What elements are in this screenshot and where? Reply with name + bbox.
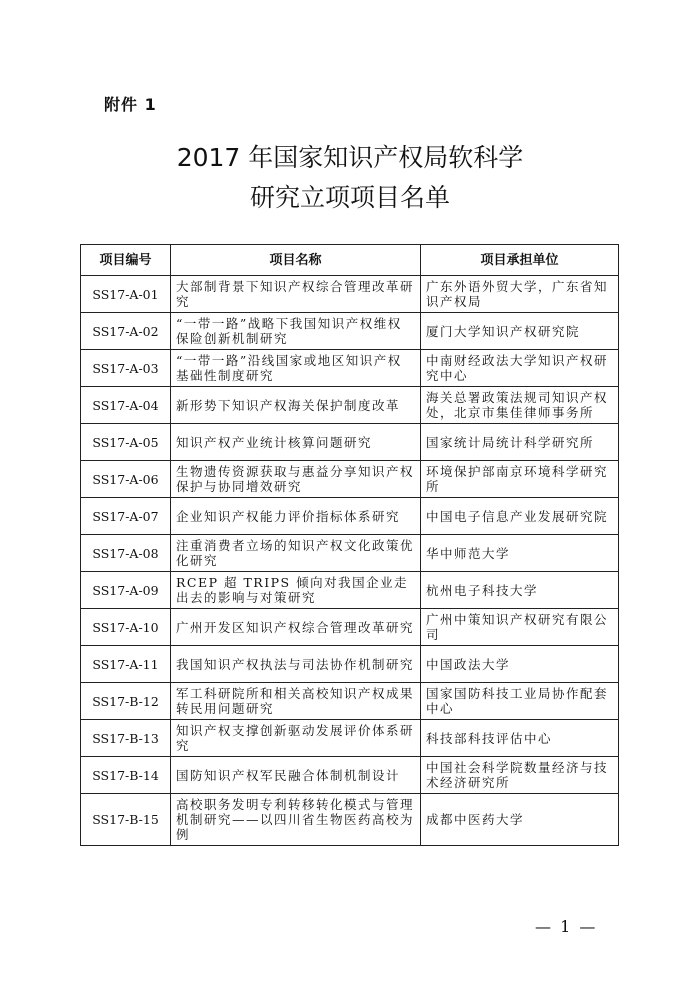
table-row (81, 646, 619, 683)
project-unit: 厦门大学知识产权研究院 (421, 313, 619, 350)
project-name: 生物遗传资源获取与惠益分享知识产权保护与协同增效研究 (171, 461, 421, 498)
project-code: SS17-B-14 (81, 757, 171, 794)
project-unit: 杭州电子科技大学 (421, 572, 619, 609)
header-project-code: 项目编号 (81, 245, 171, 276)
table-row (81, 461, 619, 498)
project-code: SS17-A-03 (81, 350, 171, 387)
project-unit: 中南财经政法大学知识产权研究中心 (421, 350, 619, 387)
project-name: 军工科研院所和相关高校知识产权成果转民用问题研究 (171, 683, 421, 720)
table-row (81, 757, 619, 794)
header-project-name: 项目名称 (171, 245, 421, 276)
table-row (81, 720, 619, 757)
header-row (81, 245, 619, 276)
table-row (81, 276, 619, 313)
project-code: SS17-B-13 (81, 720, 171, 757)
project-unit: 成都中医药大学 (421, 794, 619, 846)
attachment-label: 附件 1 (104, 95, 157, 114)
project-name: 注重消费者立场的知识产权文化政策优化研究 (171, 535, 421, 572)
project-unit: 科技部科技评估中心 (421, 720, 619, 757)
project-code: SS17-A-04 (81, 387, 171, 424)
table-header (81, 245, 619, 276)
project-code: SS17-A-01 (81, 276, 171, 313)
project-code: SS17-A-07 (81, 498, 171, 535)
project-code: SS17-A-11 (81, 646, 171, 683)
project-unit: 中国社会科学院数量经济与技术经济研究所 (421, 757, 619, 794)
project-name: 国防知识产权军民融合体制机制设计 (171, 757, 421, 794)
project-code: SS17-B-12 (81, 683, 171, 720)
table-row (81, 572, 619, 609)
project-code: SS17-A-05 (81, 424, 171, 461)
project-code: SS17-A-08 (81, 535, 171, 572)
table-row (81, 683, 619, 720)
project-code: SS17-A-09 (81, 572, 171, 609)
table-row (81, 424, 619, 461)
project-unit: 中国政法大学 (421, 646, 619, 683)
document-title-line-1: 2017 年国家知识产权局软科学 (176, 143, 524, 172)
project-code: SS17-A-02 (81, 313, 171, 350)
project-name: 知识产权产业统计核算问题研究 (171, 424, 421, 461)
table-row (81, 350, 619, 387)
project-table (80, 244, 619, 846)
project-name: RCEP 超 TRIPS 倾向对我国企业走出去的影响与对策研究 (171, 572, 421, 609)
project-name: 新形势下知识产权海关保护制度改革 (171, 387, 421, 424)
project-name: 高校职务发明专利转移转化模式与管理机制研究——以四川省生物医药高校为例 (171, 794, 421, 846)
project-unit: 环境保护部南京环境科学研究所 (421, 461, 619, 498)
project-name: 大部制背景下知识产权综合管理改革研究 (171, 276, 421, 313)
table-body (81, 276, 619, 846)
table-row (81, 498, 619, 535)
project-unit: 广东外语外贸大学，广东省知识产权局 (421, 276, 619, 313)
project-name: “一带一路”沿线国家或地区知识产权基础性制度研究 (171, 350, 421, 387)
table-row (81, 535, 619, 572)
project-name: “一带一路”战略下我国知识产权维权保险创新机制研究 (171, 313, 421, 350)
table-row (81, 794, 619, 846)
project-name: 广州开发区知识产权综合管理改革研究 (171, 609, 421, 646)
project-name: 知识产权支撑创新驱动发展评价体系研究 (171, 720, 421, 757)
project-unit: 国家国防科技工业局协作配套中心 (421, 683, 619, 720)
project-unit: 广州中策知识产权研究有限公司 (421, 609, 619, 646)
table-row (81, 313, 619, 350)
page-number: — 1 — (535, 917, 598, 936)
project-unit: 国家统计局统计科学研究所 (421, 424, 619, 461)
table-row (81, 609, 619, 646)
table-row (81, 387, 619, 424)
project-unit: 中国电子信息产业发展研究院 (421, 498, 619, 535)
project-code: SS17-A-10 (81, 609, 171, 646)
header-project-unit: 项目承担单位 (421, 245, 619, 276)
project-name: 我国知识产权执法与司法协作机制研究 (171, 646, 421, 683)
project-unit: 海关总署政策法规司知识产权处，北京市集佳律师事务所 (421, 387, 619, 424)
project-name: 企业知识产权能力评价指标体系研究 (171, 498, 421, 535)
project-unit: 华中师范大学 (421, 535, 619, 572)
project-code: SS17-A-06 (81, 461, 171, 498)
document-title-line-2: 研究立项项目名单 (249, 183, 450, 212)
project-code: SS17-B-15 (81, 794, 171, 846)
